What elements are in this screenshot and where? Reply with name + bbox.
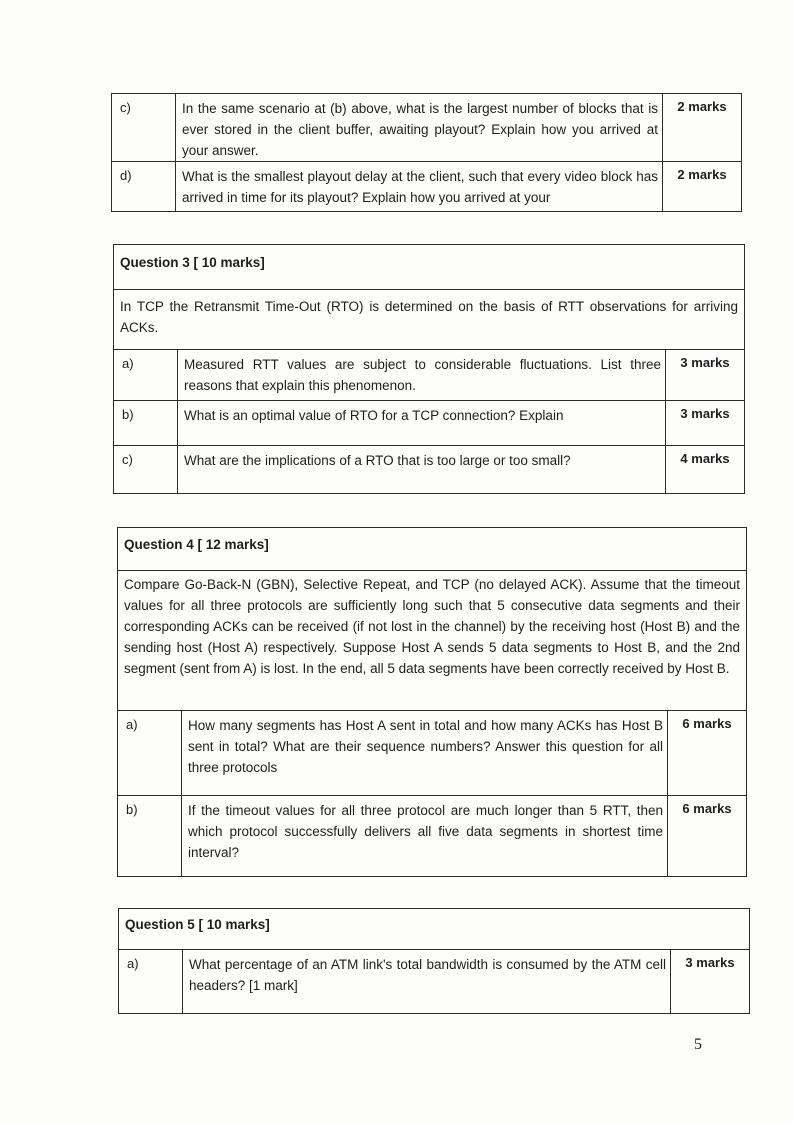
row-question-text: What is the smallest playout delay at the client, such that every video block has arrived in time for its playout? Explain how you arrived at your [176,162,663,212]
question-2-continued-table [111,93,742,212]
row-label: b) [114,401,178,445]
row-label: a) [114,350,178,400]
row-marks: 3 marks [680,406,730,421]
row-question-text: What is an optimal value of RTO for a TCP connection? Explain [178,401,666,445]
row-marks: 2 marks [677,167,727,182]
question-5-table [118,908,750,1014]
question-5-title: Question 5 [ 10 marks] [119,909,749,950]
row-question-text: How many segments has Host A sent in total and how many ACKs has Host B sent in total? What are their sequence numbers? Answer this question for all three protocols [182,711,668,795]
row-marks: 3 marks [685,955,735,970]
question-4-table [117,527,747,877]
row-label: d) [112,162,176,212]
row-question-text: In the same scenario at (b) above, what is the largest number of blocks that is ever stored in the client buffer, awaiting playout? Explain how you arrived at your answer. [176,94,663,161]
row-question-text: What are the implications of a RTO that is too large or too small? [178,446,666,493]
question-2-row-c [112,94,741,161]
row-marks: 6 marks [682,716,732,731]
question-4-row-a [118,711,746,795]
question-5-row-a [119,950,749,1013]
question-3-row-a [114,350,744,400]
row-label: b) [118,796,182,877]
question-3-row-c [114,445,744,493]
question-3-title: Question 3 [ 10 marks] [114,245,744,290]
question-3-intro: In TCP the Retransmit Time-Out (RTO) is determined on the basis of RTT observations for arriving ACKs. [114,290,744,350]
row-label: c) [114,446,178,493]
question-4-intro: Compare Go-Back-N (GBN), Selective Repeat, and TCP (no delayed ACK). Assume that the timeout values for all three protocols are sufficiently long such that 5 consecutive data segments and their corresponding ACKs can be received (if not lost in the channel) by the receiving host (Host B) and the sending host (Host A) respectively. Suppose Host A sends 5 data segments to Host B, and the 2nd segment (sent from A) is lost. In the end, all 5 data segments have been correctly received by Host B. [118,571,746,711]
row-label: a) [118,711,182,795]
question-4-title: Question 4 [ 12 marks] [118,528,746,571]
row-label: a) [119,950,183,1013]
question-2-row-d [112,161,741,212]
row-marks: 3 marks [680,355,730,370]
row-question-text: If the timeout values for all three protocol are much longer than 5 RTT, then which protocol successfully delivers all five data segments in shortest time interval? [182,796,668,877]
row-marks: 4 marks [680,451,730,466]
row-question-text: What percentage of an ATM link's total bandwidth is consumed by the ATM cell headers? [1 mark] [183,950,671,1013]
question-3-table [113,244,745,494]
row-marks: 6 marks [682,801,732,816]
page-number: 5 [694,1036,702,1053]
row-marks: 2 marks [677,99,727,114]
row-label: c) [112,94,176,161]
question-4-row-b [118,795,746,877]
question-3-row-b [114,400,744,445]
row-question-text: Measured RTT values are subject to considerable fluctuations. List three reasons that explain this phenomenon. [178,350,666,400]
